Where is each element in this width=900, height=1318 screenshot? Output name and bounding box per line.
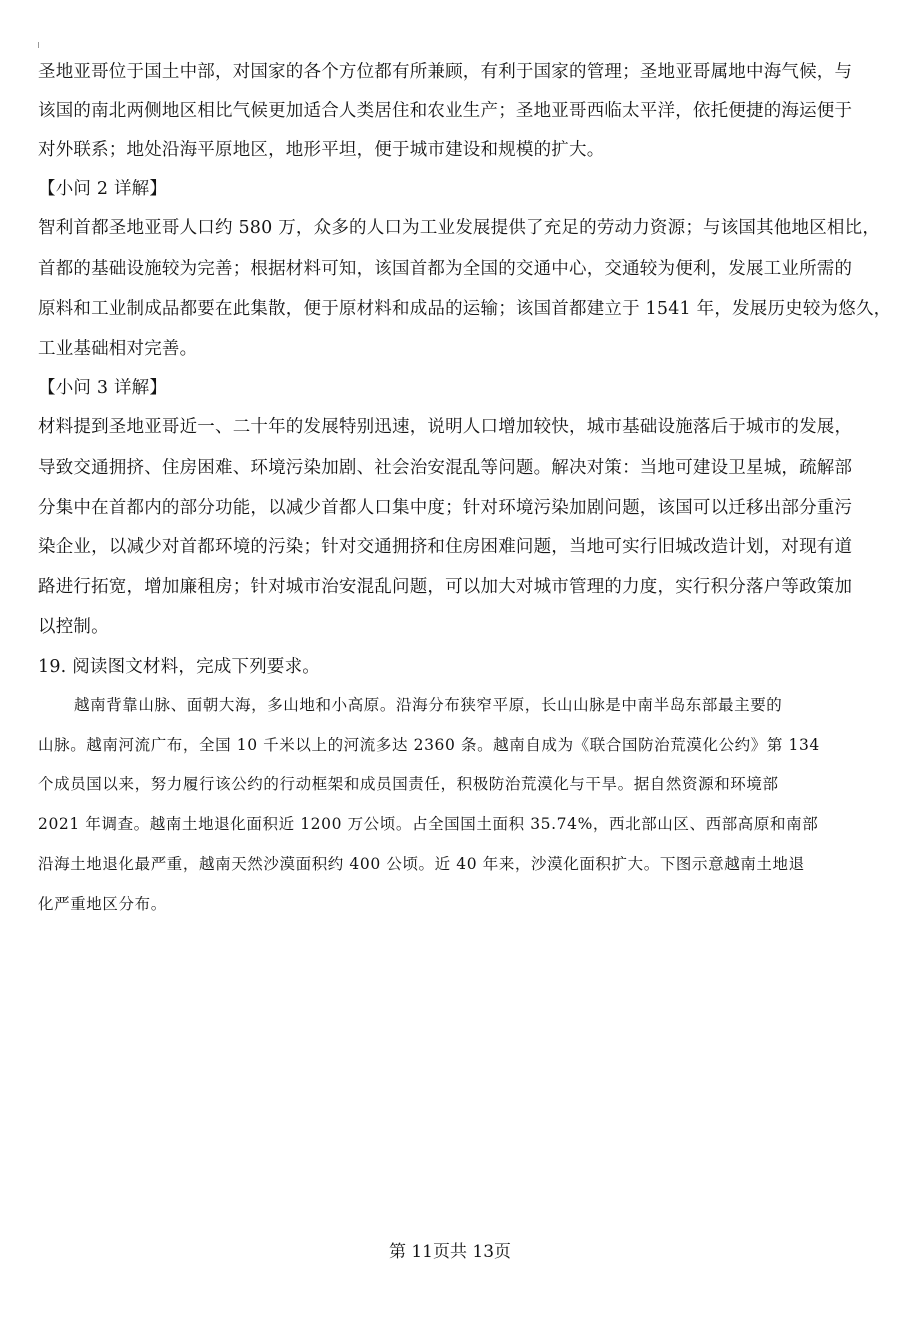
question-19-prompt: 19. 阅读图文材料，完成下列要求。: [38, 657, 320, 677]
text-line: 圣地亚哥位于国土中部，对国家的各个方位都有所兼顾，有利于国家的管理；圣地亚哥属地中海气候，与: [38, 62, 853, 82]
text-line: 个成员国以来，努力履行该公约的行动框架和成员国责任，积极防治荒漠化与干旱。据自然资源和环境部: [38, 775, 779, 793]
heading-q3: 【小问 3 详解】: [38, 378, 168, 398]
scan-tick-mark: [38, 42, 39, 48]
text-line: 路进行拓宽，增加廉租房；针对城市治安混乱问题，可以加大对城市管理的力度，实行积分落户等政策加: [38, 577, 853, 597]
text-line: 工业基础相对完善。: [38, 339, 198, 359]
text-line: 染企业，以减少对首都环境的污染；针对交通拥挤和住房困难问题，当地可实行旧城改造计划，对现有道: [38, 537, 853, 557]
text-line: 越南背靠山脉、面朝大海，多山地和小高原。沿海分布狭窄平原，长山山脉是中南半岛东部最主要的: [74, 696, 783, 714]
heading-q2: 【小问 2 详解】: [38, 179, 168, 199]
text-line: 山脉。越南河流广布，全国 10 千米以上的河流多达 2360 条。越南自成为《联合国防治荒漠化公约》第 134: [38, 736, 820, 754]
text-line: 沿海土地退化最严重，越南天然沙漠面积约 400 公顷。近 40 年来，沙漠化面积扩大。下图示意越南土地退: [38, 855, 805, 873]
page-footer: 第 11页共 13页: [388, 1242, 512, 1262]
text-line: 材料提到圣地亚哥近一、二十年的发展特别迅速，说明人口增加较快，城市基础设施落后于城市的发展，: [38, 417, 853, 437]
text-line: 首都的基础设施较为完善；根据材料可知，该国首都为全国的交通中心，交通较为便利，发展工业所需的: [38, 259, 853, 279]
text-line: 对外联系；地处沿海平原地区，地形平坦，便于城市建设和规模的扩大。: [38, 140, 605, 160]
text-line: 化严重地区分布。: [38, 895, 167, 913]
text-line: 导致交通拥挤、住房困难、环境污染加剧、社会治安混乱等问题。解决对策：当地可建设卫星城，疏解部: [38, 458, 853, 478]
text-line: 以控制。: [38, 617, 109, 637]
text-line: 该国的南北两侧地区相比气候更加适合人类居住和农业生产；圣地亚哥西临太平洋，依托便捷的海运便于: [38, 101, 853, 121]
text-line: 分集中在首都内的部分功能，以减少首都人口集中度；针对环境污染加剧问题，该国可以迁移出部分重污: [38, 498, 853, 518]
text-line: 原料和工业制成品都要在此集散，便于原材料和成品的运输；该国首都建立于 1541 年，发展历史较为悠久，: [38, 299, 892, 319]
text-line: 2021 年调查。越南土地退化面积近 1200 万公顷。占全国国土面积 35.74%，西北部山区、西部高原和南部: [38, 815, 819, 833]
text-line: 智利首都圣地亚哥人口约 580 万，众多的人口为工业发展提供了充足的劳动力资源；与该国其他地区相比，: [38, 218, 881, 238]
